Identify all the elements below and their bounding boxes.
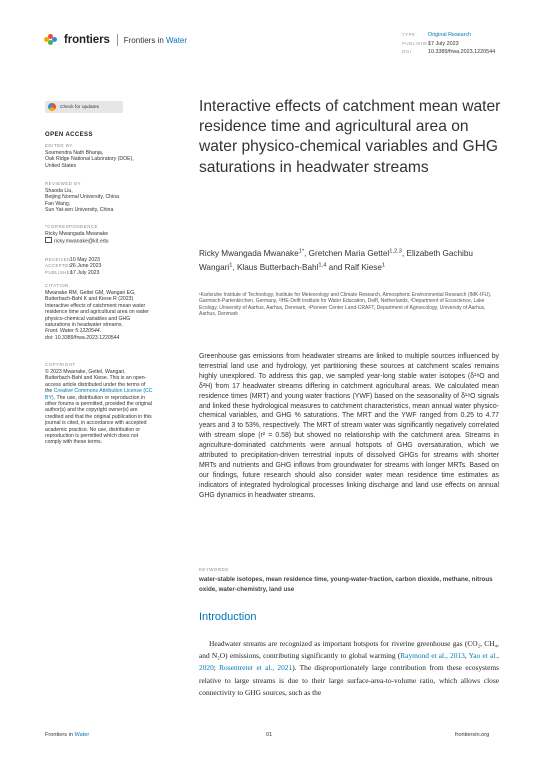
article-dates: RECEIVED10 May 2023 ACCEPTED26 June 2023 PUBLISHED17 July 2023 <box>45 257 102 276</box>
introduction-paragraph: Headwater streams are recognized as important hotspots for riverine greenhouse gas (CO₂, CH₄, and N₂O) emissions, contributing significantly to global warming (Raymond et al., 2013, Yao et al., 2020; Rosentreter et al., 2021). The disproportionately large contribution from these ecosystems relative to large streams is due to their large surface-area-to-volume ratio, which allows close connectivity to GHG sources, such as the <box>199 639 499 697</box>
check-updates-label: Check for updates <box>60 104 99 110</box>
keywords: water-stable isotopes, mean residence time, young-water-fraction, carbon dioxide, methane, nitrous oxide, water-chemistry, land use <box>199 576 493 593</box>
check-for-updates-button[interactable] <box>45 101 123 113</box>
cc-by-license-link[interactable]: Creative Commons Attribution License (CC BY) <box>45 388 153 401</box>
citation-link[interactable]: Yao et al., 2020 <box>199 651 499 673</box>
mail-icon <box>45 237 52 243</box>
citation-link[interactable]: Raymond et al., 2013 <box>400 651 465 661</box>
section-heading-introduction: Introduction <box>199 611 257 623</box>
abstract: Greenhouse gas emissions from headwater streams are linked to multiple sources influenced by terrestrial land use and hydrology, yet partitioning these sources at catchment scales remains highly unexplored. To address this gap, we sampled year-long stable water isotopes (δ¹⁸O and δ²H) from 17 headwater streams differing in catchment agricultural areas. We calculated mean residence times (MRT) and young water fractions (YWF) based on the seasonality of δ¹⁸O signals and linked these hydrological measures to catchment characteristics, mean annual water physico-chemical variables, and GHG % saturations. The MRT and the YWF ranged from 0.25 to 4.77 years and 3 to 53%, respectively. The MRT of stream water was significantly negatively correlated with stream slope (r² = 0.58) but showed no relationship with the catchment area. Streams in agriculture-dominated catchments were annual hotspots of GHG oversaturation, which we attributed to precipitation-driven terrestrial inputs of dissolved GHGs for streams with shorter MRTs and nutrients and GHG inflows from groundwater for streams with longer MRTs. Based on our findings, future research should also consider water mean residence time estimates as indicators of integrated hydrological processes linking discharge and land use effects on annual GHG dynamics in headwater streams. <box>199 353 499 499</box>
frontiers-logo[interactable] <box>44 34 187 46</box>
footer-site-link[interactable]: frontiersin.org <box>455 732 490 738</box>
open-access-label: OPEN ACCESS <box>45 132 93 138</box>
meta-doi: DOI 10.3389/frwa.2023.1220544 <box>402 49 496 56</box>
author[interactable]: Gretchen Maria Gettel$^{1,2,3}$ <box>308 248 402 258</box>
author[interactable]: Elizabeth Gachibu Wangari$^1$ <box>199 249 473 272</box>
logo-divider <box>117 34 118 46</box>
author-list: Ricky Mwangada Mwanake$^{1*}$, Gretchen Maria Gettel$^{1,2,3}$, Elizabeth Gachibu Wangari$^1$, Klaus Butterbach-Bahl$^{1,4}$ and Ralf Kiese$^1$ <box>199 248 473 272</box>
citation-link[interactable]: Rosentreter et al., 2021 <box>219 663 293 673</box>
page-number: 01 <box>266 732 273 738</box>
copyright: COPYRIGHT © 2023 Mwanake, Gettel, Wangari, Butterbach-Bahl and Kiese. This is an open-access article distributed under the terms of the Creative Commons Attribution License (CC BY). The use, distribution or reproduction in other forums is permitted, provided the original author(s) and the copyright owner(s) are credited and that the original publication in this journal is cited, in accordance with accepted academic practice. No use, distribution or reproduction is permitted which does not comply with these terms. <box>45 362 153 446</box>
citation: CITATION Mwanake RM, Gettel GM, Wangari EG, Butterbach-Bahl K and Kiese R (2023) Interactive effects of catchment mean water residence time and agricultural area on water physico-chemical variables and GHG saturations in headwater streams. Front. Water 5:1220544. doi: 10.3389/frwa.2023.1220544 <box>45 283 149 341</box>
check-updates-icon <box>48 103 56 111</box>
edited-by: EDITED BY Soumendra Nath Bhanja, Oak Ridge National Laboratory (DOE), United States <box>45 143 134 169</box>
article-title: Interactive effects of catchment mean water residence time and agricultural area on water physico-chemical variables and GHG saturations in headwater streams <box>199 98 501 176</box>
frontiers-logo-icon <box>44 34 60 46</box>
keywords-heading: KEYWORDS <box>199 567 229 572</box>
journal-name: Frontiers in Water <box>123 35 188 45</box>
footer-journal: Frontiers in Water <box>45 732 90 738</box>
article-meta <box>402 31 495 57</box>
correspondence: *CORRESPONDENCE Ricky Mwangada Mwanake ricky.mwanake@kit.edu <box>45 224 153 245</box>
author[interactable]: Klaus Butterbach-Bahl$^{1,4}$ <box>236 262 327 272</box>
affiliations: ¹Karlsruhe Institute of Technology, Institute for Meteorology and Climate Research, Atmospheric Environmental Research (IMK-IFU), Garmisch-Partenkirchen, Germany, ²IHE-Delft Institute for Water Education, Delft, Netherlands, ³Department of Ecoscience, Lake Ecology, University of Aarhus, Aarhus, Denmark, ⁴Pioneer Center Land-CRAFT, Department of Agroecology, University of Aarhus, Aarhus, Denmark <box>199 292 492 318</box>
meta-published: PUBLISHED17 July 2023 <box>402 40 459 47</box>
reviewed-by: REVIEWED BY Shaoda Liu, Beijing Normal University, China Fan Wang, Sun Yat-sen University, China <box>45 181 119 214</box>
meta-type: TYPE Original Research <box>402 32 472 38</box>
correspondence-email[interactable]: ricky.mwanake@kit.edu <box>45 237 153 245</box>
author[interactable]: Ricky Mwangada Mwanake$^{1*}$ <box>199 248 305 258</box>
author[interactable]: Ralf Kiese$^1$ <box>344 262 386 272</box>
logo-wordmark: frontiers <box>64 34 110 46</box>
